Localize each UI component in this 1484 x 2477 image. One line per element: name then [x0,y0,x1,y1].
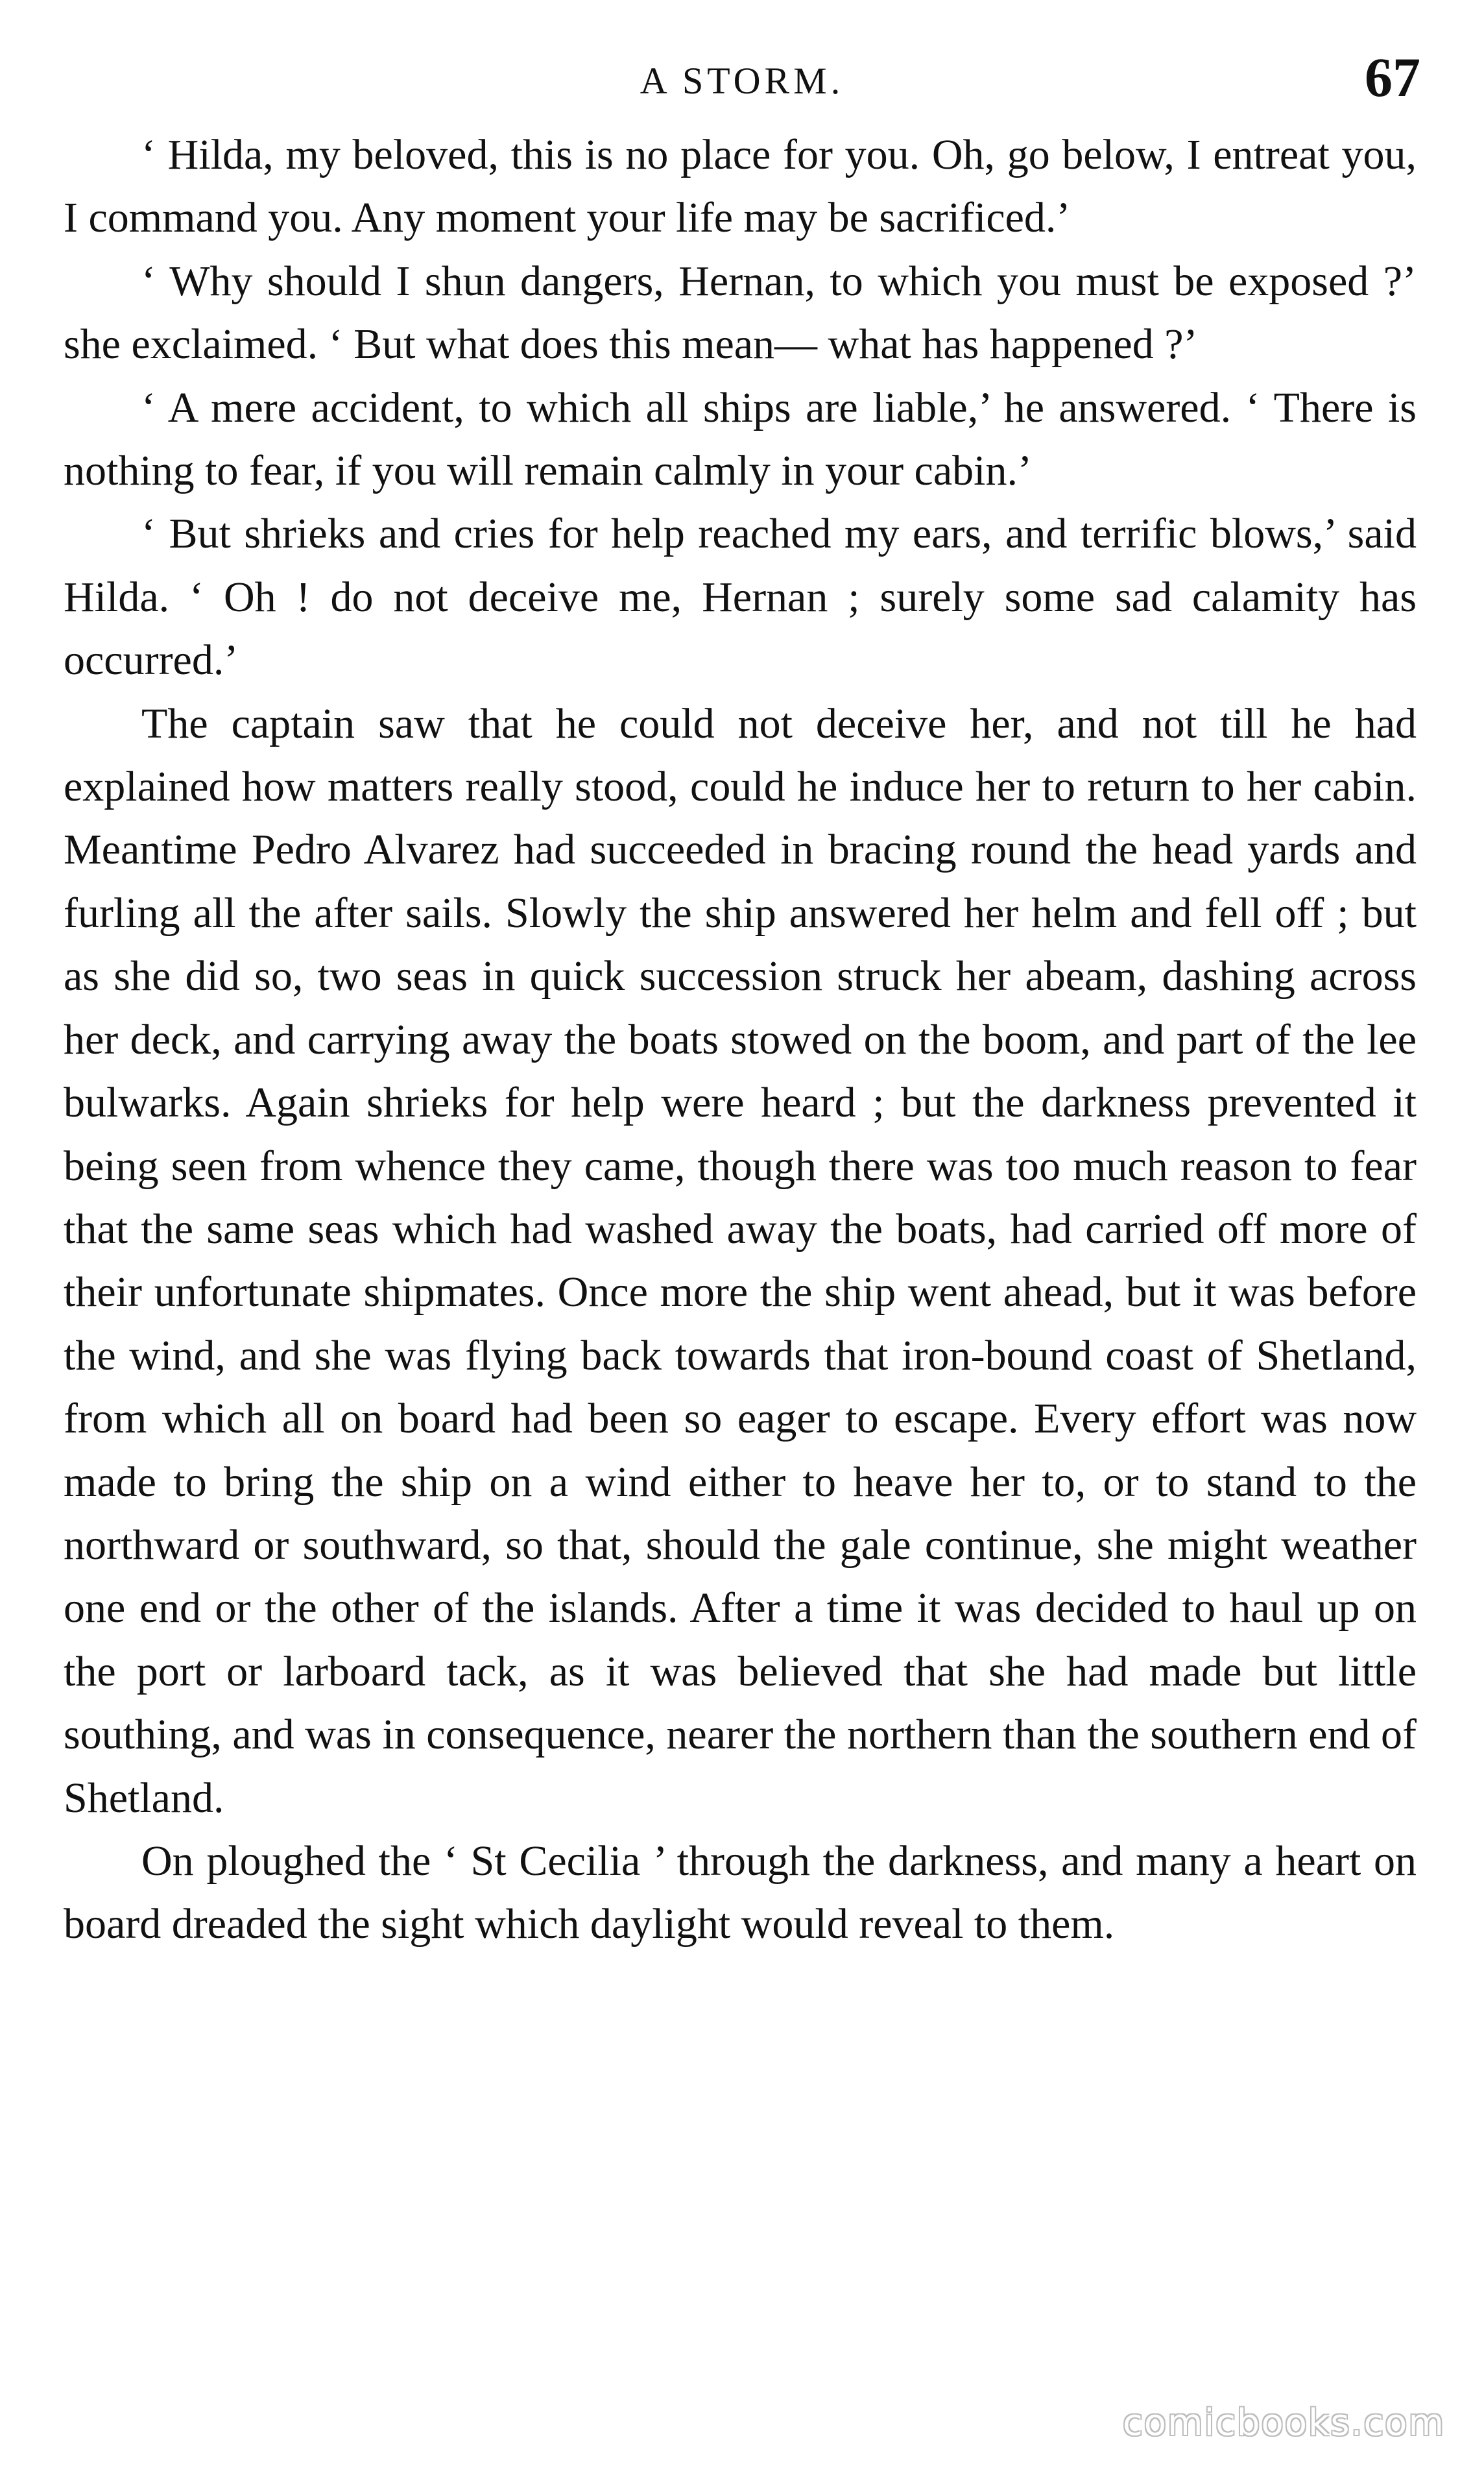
page-number: 67 [1365,46,1420,108]
paragraph: On ploughed the ‘ St Cecilia ’ through the darkness, and many a heart on board dreaded the sight which daylight would reveal to them. [64,1837,1417,1948]
paragraph: ‘ But shrieks and cries for help reached my ears, and terrific blows,’ said Hilda. ‘ Oh ! do not deceive me, Hernan ; surely some sad calamity has occurred.’ [64,510,1417,684]
paragraph: ‘ Why should I shun dangers, Hernan, to which you must be exposed ?’ she exclaimed. ‘ But what does this mean— what has happened ?’ [64,257,1417,369]
paragraph: ‘ Hilda, my beloved, this is no place for you. Oh, go below, I entreat you, I command you. Any moment your life may be sacrificed.’ [64,131,1417,242]
paragraph: The captain saw that he could not deceive her, and not till he had explained how matters really stood, could he induce her to return to her cabin. Meantime Pedro Alvarez had succeeded in bracing round the head yards and furling all the after sails. Slowly the ship answered her helm and fell off ; but as she did so, two seas in quick succession struck her abeam, dashing across her deck, and carrying away the boats stowed on the boom, and part of the lee bulwarks. Again shrieks for help were heard ; but the darkness prevented it being seen from whence they came, though there was too much reason to fear that the same seas which had washed away the boats, had carried off more of their unfortunate shipmates. Once more the ship went ahead, but it was before the wind, and she was flying back towards that iron-bound coast of Shetland, from which all on board had been so eager to escape. Every effort was now made to bring the ship on a wind either to heave her to, or to stand to the northward or southward, so that, should the gale continue, she might weather one end or the other of the islands. After a time it was decided to haul up on the port or larboard tack, as it was believed that she had made but little southing, and was in consequence, nearer the northern than the southern end of Shetland. [64,699,1417,1822]
watermark: comicbooks.com [1122,2402,1445,2444]
running-title: A STORM. [640,60,844,102]
body-text [64,123,1417,1956]
running-head [64,44,1420,115]
paragraph: ‘ A mere accident, to which all ships are liable,’ he answered. ‘ There is nothing to fear, if you will remain calmly in your cabin.’ [64,383,1417,495]
